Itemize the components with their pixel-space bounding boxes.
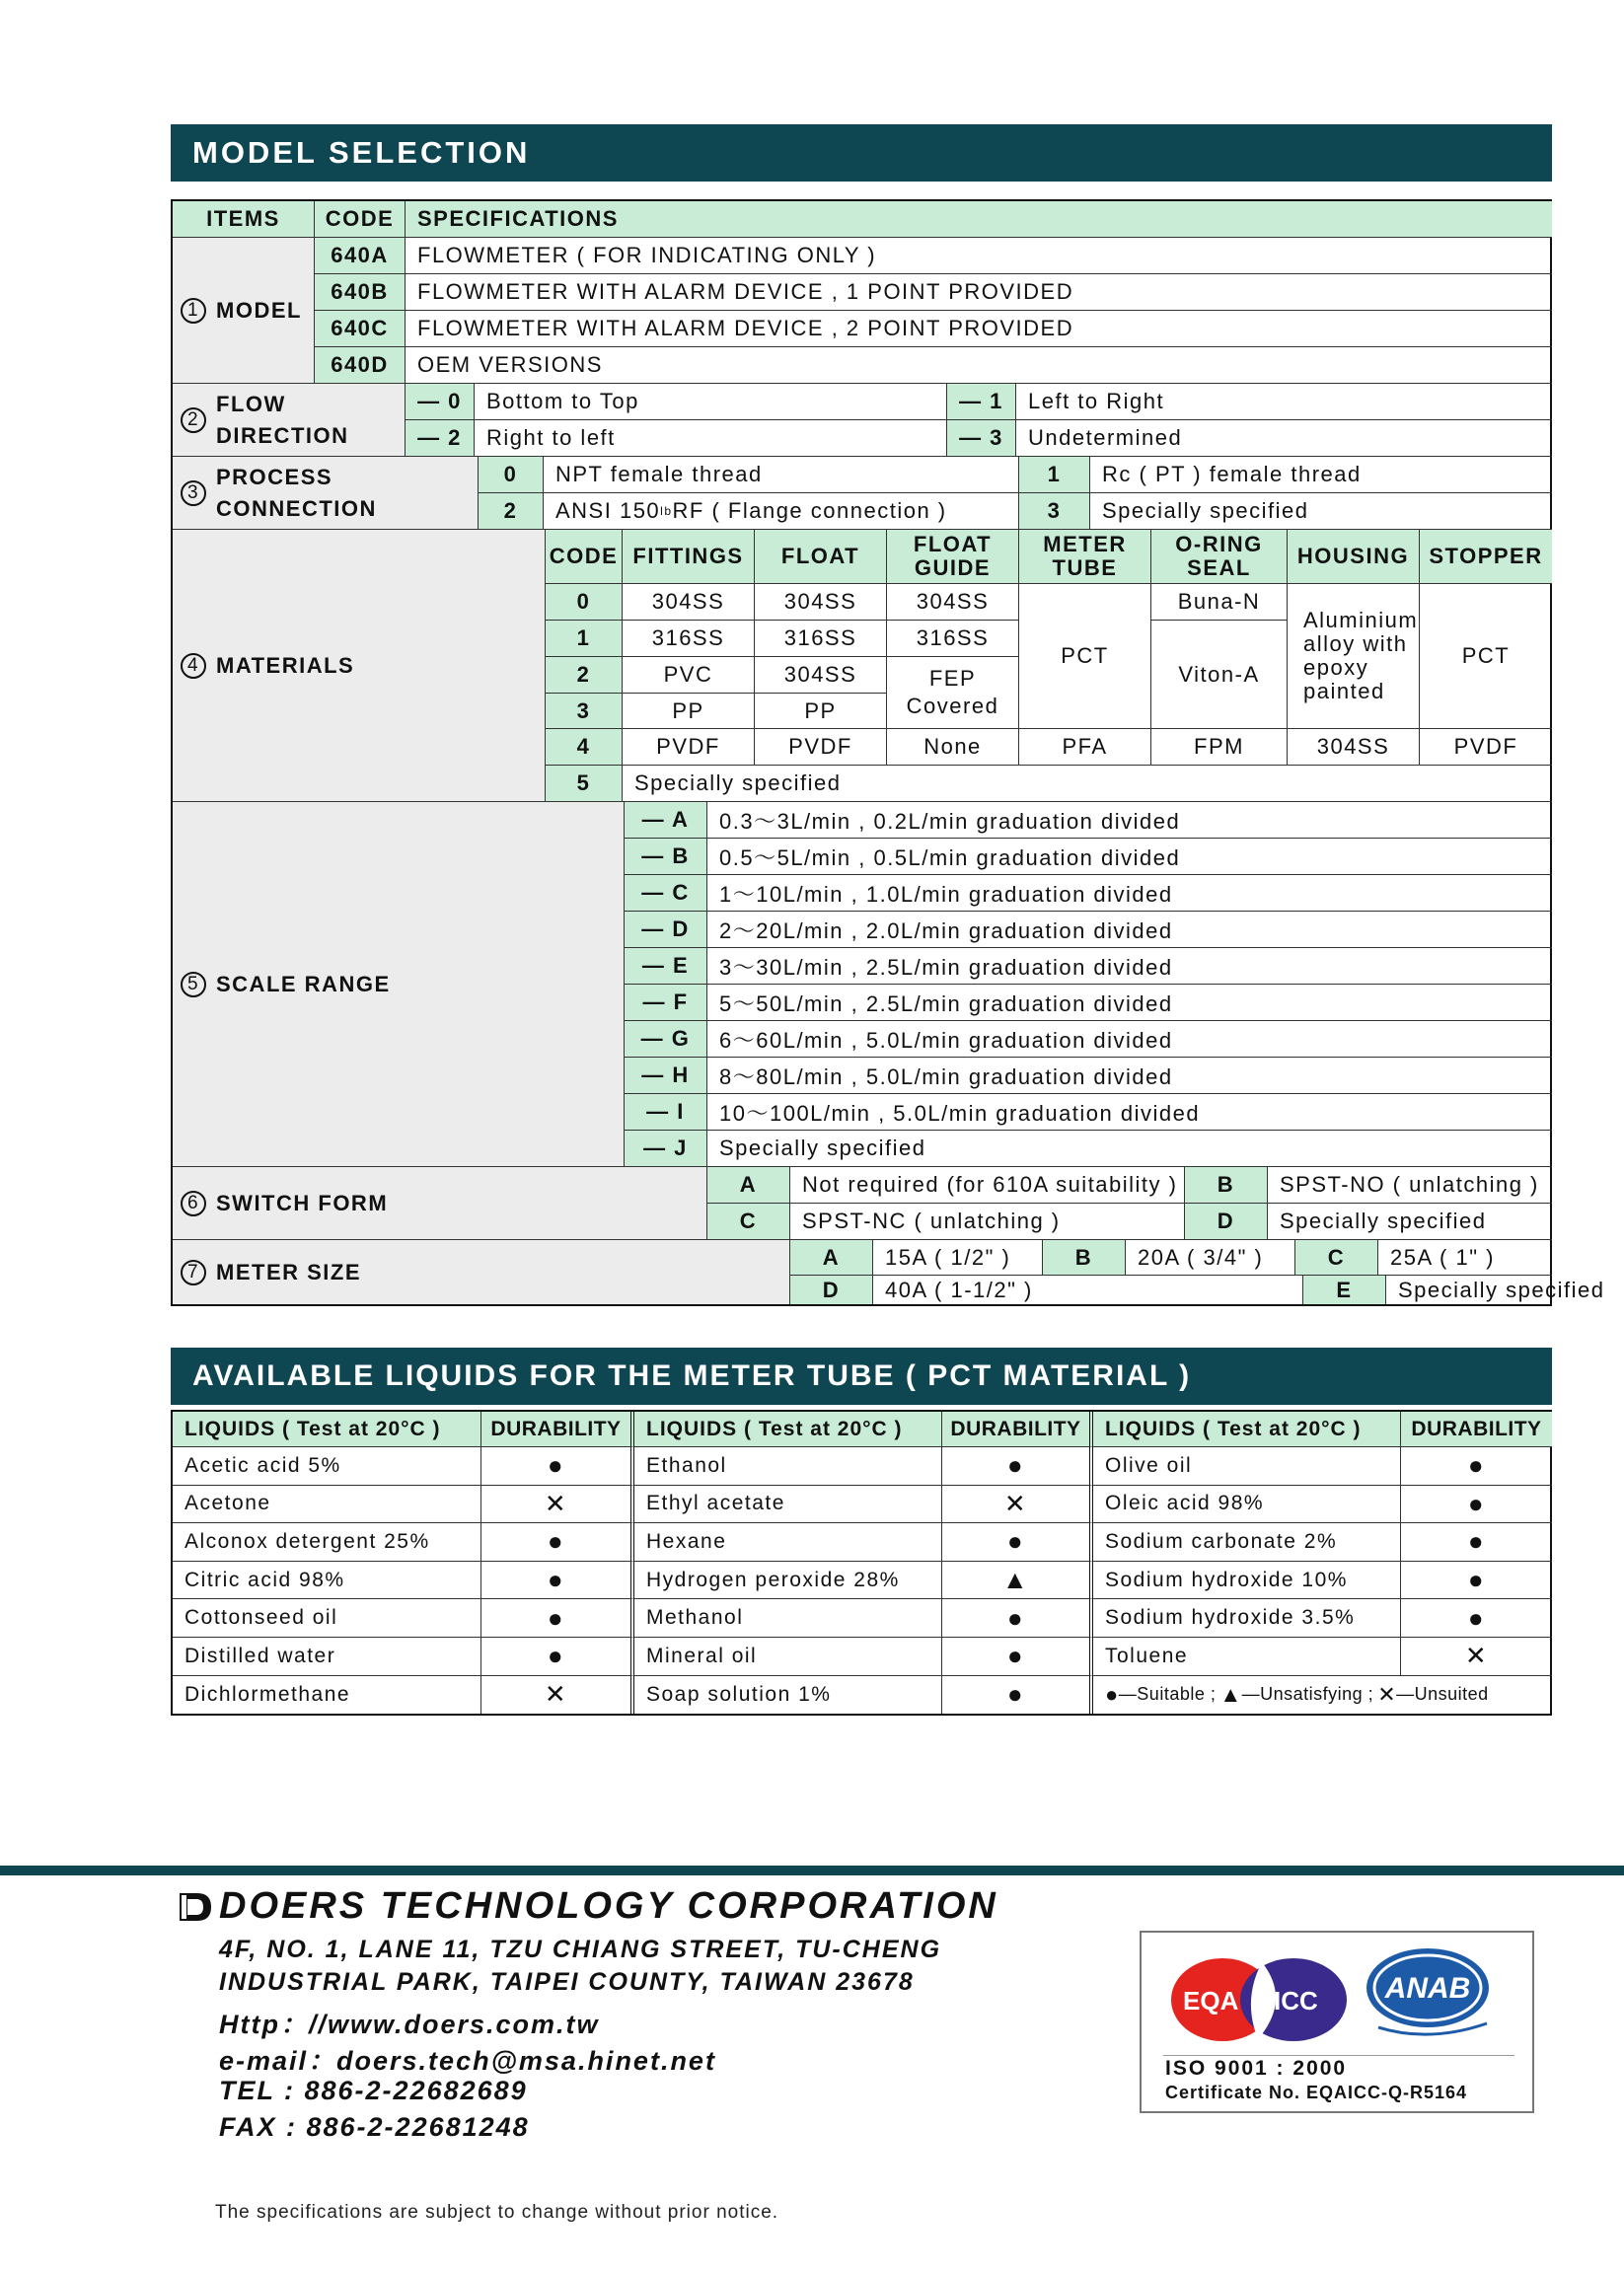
- company-name: DOERS TECHNOLOGY CORPORATION: [178, 1885, 998, 1928]
- scale-spec: Specially specified: [707, 1131, 1552, 1167]
- scale-code: — E: [625, 948, 707, 985]
- materials-fittings-3: PP: [623, 694, 755, 729]
- materials-tube-pct: PCT: [1019, 584, 1151, 729]
- scale-code: — A: [625, 802, 707, 839]
- durability-mark-icon: ●: [942, 1447, 1093, 1486]
- meter-spec-d: 40A ( 1-1/2" ): [873, 1276, 1303, 1304]
- scale-spec: 0.3～3L/min , 0.2L/min graduation divided: [707, 802, 1552, 839]
- materials-header-code: CODE: [546, 530, 623, 584]
- liquid-name: Mineral oil: [634, 1638, 942, 1676]
- durability-mark-icon: ▲: [942, 1562, 1093, 1600]
- liquid-name: Alconox detergent 25%: [173, 1523, 481, 1562]
- liquid-name: Dichlormethane: [173, 1676, 481, 1715]
- materials-header-housing: HOUSING: [1288, 530, 1420, 584]
- eqa-icc-logo-icon: [1163, 1948, 1361, 2047]
- phone-number: TEL : 886-2-22682689: [219, 2076, 528, 2105]
- scale-code: — C: [625, 875, 707, 912]
- durability-header: DURABILITY: [942, 1412, 1093, 1447]
- durability-mark-icon: ●: [481, 1599, 634, 1638]
- footer-rule: [0, 1866, 1624, 1875]
- materials-stopper-pct: PCT: [1420, 584, 1552, 729]
- header-items: ITEMS: [173, 201, 315, 238]
- flow-code-3: — 3: [947, 420, 1016, 457]
- materials-code-5: 5: [546, 766, 623, 802]
- liquid-name: Ethanol: [634, 1447, 942, 1486]
- switch-code-b: B: [1185, 1167, 1268, 1204]
- scale-spec: 3～30L/min , 2.5L/min graduation divided: [707, 948, 1552, 985]
- materials-fittings-2: PVC: [623, 657, 755, 694]
- scale-spec: 6～60L/min , 5.0L/min graduation divided: [707, 1021, 1552, 1058]
- materials-float-1: 316SS: [755, 621, 887, 657]
- model-selection-title: MODEL SELECTION: [171, 124, 1552, 182]
- model-code-640d: 640D: [315, 347, 406, 384]
- svg-text:EQA: EQA: [1183, 1986, 1239, 2016]
- meter-code-a: A: [790, 1240, 873, 1276]
- legend-text: —Unsuited: [1396, 1684, 1489, 1705]
- durability-mark-icon: ●: [1401, 1599, 1552, 1638]
- legend-text: —Unsatisfying ;: [1241, 1684, 1374, 1705]
- header-code: CODE: [315, 201, 406, 238]
- materials-guide-1: 316SS: [887, 621, 1019, 657]
- meter-code-d: D: [790, 1276, 873, 1304]
- durability-mark-icon: ●: [942, 1523, 1093, 1562]
- flow-direction-label: 2 FLOW DIRECTION: [173, 384, 406, 457]
- liquid-name: Ethyl acetate: [634, 1486, 942, 1524]
- materials-float-2: 304SS: [755, 657, 887, 694]
- model-spec-640d: OEM VERSIONS: [406, 347, 1552, 384]
- switch-code-a: A: [707, 1167, 790, 1204]
- scale-spec: 5～50L/min , 2.5L/min graduation divided: [707, 985, 1552, 1021]
- meter-spec-a: 15A ( 1/2" ): [873, 1240, 1043, 1276]
- flow-spec-2: Right to left: [475, 420, 947, 457]
- scale-spec: 2～20L/min , 2.0L/min graduation divided: [707, 912, 1552, 948]
- scale-code: — I: [625, 1094, 707, 1131]
- meter-code-c: C: [1295, 1240, 1378, 1276]
- durability-mark-icon: ✕: [481, 1486, 634, 1524]
- model-label: 1 MODEL: [173, 238, 315, 384]
- model-code-640b: 640B: [315, 274, 406, 311]
- flow-spec-1: Left to Right: [1016, 384, 1552, 420]
- flow-spec-0: Bottom to Top: [475, 384, 947, 420]
- materials-guide-4: None: [887, 729, 1019, 766]
- iso-standard: ISO 9001 : 2000: [1165, 2057, 1348, 2080]
- process-code-2: 2: [479, 493, 544, 530]
- scale-code: — J: [625, 1131, 707, 1167]
- scale-spec: 0.5～5L/min , 0.5L/min graduation divided: [707, 839, 1552, 875]
- materials-seal-buna: Buna-N: [1151, 584, 1288, 621]
- switch-form-label: 6 SWITCH FORM: [173, 1167, 707, 1240]
- materials-header-meter-tube: METER TUBE: [1019, 530, 1151, 584]
- meter-spec-b: 20A ( 3/4" ): [1126, 1240, 1295, 1276]
- materials-fittings-0: 304SS: [623, 584, 755, 621]
- liquid-name: Acetic acid 5%: [173, 1447, 481, 1486]
- liquid-name: Sodium hydroxide 10%: [1093, 1562, 1401, 1600]
- switch-spec-c: SPST-NC ( unlatching ): [790, 1204, 1185, 1240]
- materials-spec-5: Specially specified: [623, 766, 1552, 802]
- process-code-0: 0: [479, 457, 544, 493]
- durability-legend: [1093, 1676, 1552, 1715]
- meter-code-e: E: [1303, 1276, 1386, 1304]
- process-spec-1: Rc ( PT ) female thread: [1090, 457, 1552, 493]
- materials-float-4: PVDF: [755, 729, 887, 766]
- durability-header: DURABILITY: [1401, 1412, 1552, 1447]
- materials-header-stopper: STOPPER: [1420, 530, 1552, 584]
- suitable-legend-icon: ●: [1105, 1681, 1119, 1707]
- certification-box: [1140, 1931, 1534, 2113]
- switch-spec-b: SPST-NO ( unlatching ): [1268, 1167, 1552, 1204]
- materials-tube-4: PFA: [1019, 729, 1151, 766]
- email-link[interactable]: e-mail：doers.tech@msa.hinet.net: [219, 2046, 716, 2076]
- materials-header-float-guide: FLOAT GUIDE: [887, 530, 1019, 584]
- durability-mark-icon: ●: [1401, 1523, 1552, 1562]
- scale-code: — G: [625, 1021, 707, 1058]
- durability-mark-icon: ●: [1401, 1562, 1552, 1600]
- liquids-header: LIQUIDS ( Test at 20°C ): [634, 1412, 942, 1447]
- unsuited-legend-icon: ✕: [1377, 1681, 1397, 1707]
- model-spec-640a: FLOWMETER ( FOR INDICATING ONLY ): [406, 238, 1552, 274]
- flow-code-0: — 0: [406, 384, 475, 420]
- durability-header: DURABILITY: [481, 1412, 634, 1447]
- materials-guide-fep: FEP Covered: [887, 657, 1019, 729]
- durability-mark-icon: ●: [942, 1676, 1093, 1715]
- durability-mark-icon: ✕: [481, 1676, 634, 1715]
- materials-fittings-4: PVDF: [623, 729, 755, 766]
- liquid-name: Citric acid 98%: [173, 1562, 481, 1600]
- durability-mark-icon: ●: [1401, 1447, 1552, 1486]
- header-specifications: SPECIFICATIONS: [406, 201, 1552, 238]
- liquid-name: Olive oil: [1093, 1447, 1401, 1486]
- model-selection-table: [171, 199, 1605, 1306]
- disclaimer-note: The specifications are subject to change without prior notice.: [215, 2202, 779, 2223]
- liquid-name: Oleic acid 98%: [1093, 1486, 1401, 1524]
- durability-mark-icon: ●: [481, 1562, 634, 1600]
- materials-code-0: 0: [546, 584, 623, 621]
- scale-code: — D: [625, 912, 707, 948]
- svg-text:ICC: ICC: [1274, 1986, 1318, 2016]
- scale-spec: 10～100L/min , 5.0L/min graduation divided: [707, 1094, 1552, 1131]
- cert-separator: [1163, 2055, 1514, 2056]
- liquid-name: Distilled water: [173, 1638, 481, 1676]
- switch-code-d: D: [1185, 1204, 1268, 1240]
- liquid-name: Acetone: [173, 1486, 481, 1524]
- liquid-name: Methanol: [634, 1599, 942, 1638]
- liquid-name: Hexane: [634, 1523, 942, 1562]
- materials-header-oring-seal: O-RING SEAL: [1151, 530, 1288, 584]
- switch-spec-a: Not required (for 610A suitability ): [790, 1167, 1185, 1204]
- model-spec-640c: FLOWMETER WITH ALARM DEVICE , 2 POINT PROVIDED: [406, 311, 1552, 347]
- materials-header-float: FLOAT: [755, 530, 887, 584]
- durability-mark-icon: ●: [942, 1599, 1093, 1638]
- scale-spec: 1～10L/min , 1.0L/min graduation divided: [707, 875, 1552, 912]
- model-code-640a: 640A: [315, 238, 406, 274]
- process-spec-0: NPT female thread: [544, 457, 1019, 493]
- materials-float-0: 304SS: [755, 584, 887, 621]
- model-code-640c: 640C: [315, 311, 406, 347]
- durability-mark-icon: ●: [481, 1638, 634, 1676]
- materials-code-3: 3: [546, 694, 623, 729]
- durability-mark-icon: ●: [481, 1523, 634, 1562]
- materials-housing-4: 304SS: [1288, 729, 1420, 766]
- anab-logo-icon: [1361, 1941, 1509, 2049]
- process-code-1: 1: [1019, 457, 1090, 493]
- materials-code-2: 2: [546, 657, 623, 694]
- process-spec-2: ANSI 150 lb RF ( Flange connection ): [544, 493, 1019, 530]
- materials-seal-viton: Viton-A: [1151, 621, 1288, 729]
- scale-code: — H: [625, 1058, 707, 1094]
- doers-logo-icon: [178, 1891, 213, 1923]
- address-line-1: 4F, NO. 1, LANE 11, TZU CHIANG STREET, TU-CHENG: [219, 1936, 942, 1963]
- flow-code-2: — 2: [406, 420, 475, 457]
- materials-guide-0: 304SS: [887, 584, 1019, 621]
- liquids-header: LIQUIDS ( Test at 20°C ): [1093, 1412, 1401, 1447]
- switch-code-c: C: [707, 1204, 790, 1240]
- meter-spec-e: Specially specified: [1398, 1277, 1605, 1302]
- switch-spec-d: Specially specified: [1268, 1204, 1552, 1240]
- scale-spec: 8～80L/min , 5.0L/min graduation divided: [707, 1058, 1552, 1094]
- materials-housing-aluminium: Aluminium alloy with epoxy painted: [1288, 584, 1420, 729]
- liquid-name: Sodium carbonate 2%: [1093, 1523, 1401, 1562]
- durability-mark-icon: ●: [481, 1447, 634, 1486]
- svg-text:ANAB: ANAB: [1384, 1972, 1471, 2005]
- meter-size-label: 7 METER SIZE: [173, 1240, 790, 1304]
- liquids-title: AVAILABLE LIQUIDS FOR THE METER TUBE ( PCT MATERIAL ): [171, 1348, 1552, 1405]
- materials-code-1: 1: [546, 621, 623, 657]
- durability-mark-icon: ✕: [1401, 1638, 1552, 1676]
- scale-code: — B: [625, 839, 707, 875]
- process-connection-label: 3 PROCESS CONNECTION: [173, 457, 479, 530]
- liquid-name: Sodium hydroxide 3.5%: [1093, 1599, 1401, 1638]
- materials-header-fittings: FITTINGS: [623, 530, 755, 584]
- materials-label: 4 MATERIALS: [173, 530, 546, 802]
- liquids-header: LIQUIDS ( Test at 20°C ): [173, 1412, 481, 1447]
- materials-code-4: 4: [546, 729, 623, 766]
- durability-mark-icon: ●: [1401, 1486, 1552, 1524]
- unsatisfying-legend-icon: ▲: [1219, 1681, 1242, 1707]
- materials-seal-4: FPM: [1151, 729, 1288, 766]
- process-spec-3: Specially specified: [1090, 493, 1552, 530]
- durability-mark-icon: ●: [942, 1638, 1093, 1676]
- flow-code-1: — 1: [947, 384, 1016, 420]
- certificate-number: Certificate No. EQAICC-Q-R5164: [1165, 2083, 1468, 2102]
- legend-text: —Suitable ;: [1118, 1684, 1217, 1705]
- scale-range-label: 5 SCALE RANGE: [173, 802, 625, 1167]
- meter-code-b: B: [1043, 1240, 1126, 1276]
- materials-fittings-1: 316SS: [623, 621, 755, 657]
- flow-spec-3: Undetermined: [1016, 420, 1552, 457]
- liquid-name: Hydrogen peroxide 28%: [634, 1562, 942, 1600]
- process-code-3: 3: [1019, 493, 1090, 530]
- liquid-name: Toluene: [1093, 1638, 1401, 1676]
- liquids-table: [171, 1410, 1552, 1716]
- durability-mark-icon: ✕: [942, 1486, 1093, 1524]
- materials-stopper-4: PVDF: [1420, 729, 1552, 766]
- website-link[interactable]: Http：//www.doers.com.tw: [219, 2010, 600, 2039]
- scale-code: — F: [625, 985, 707, 1021]
- model-spec-640b: FLOWMETER WITH ALARM DEVICE , 1 POINT PROVIDED: [406, 274, 1552, 311]
- fax-number: FAX : 886-2-22681248: [219, 2112, 530, 2142]
- liquid-name: Soap solution 1%: [634, 1676, 942, 1715]
- materials-float-3: PP: [755, 694, 887, 729]
- liquid-name: Cottonseed oil: [173, 1599, 481, 1638]
- address-line-2: INDUSTRIAL PARK, TAIPEI COUNTY, TAIWAN 23678: [219, 1968, 915, 1996]
- meter-spec-c: 25A ( 1" ): [1378, 1240, 1552, 1276]
